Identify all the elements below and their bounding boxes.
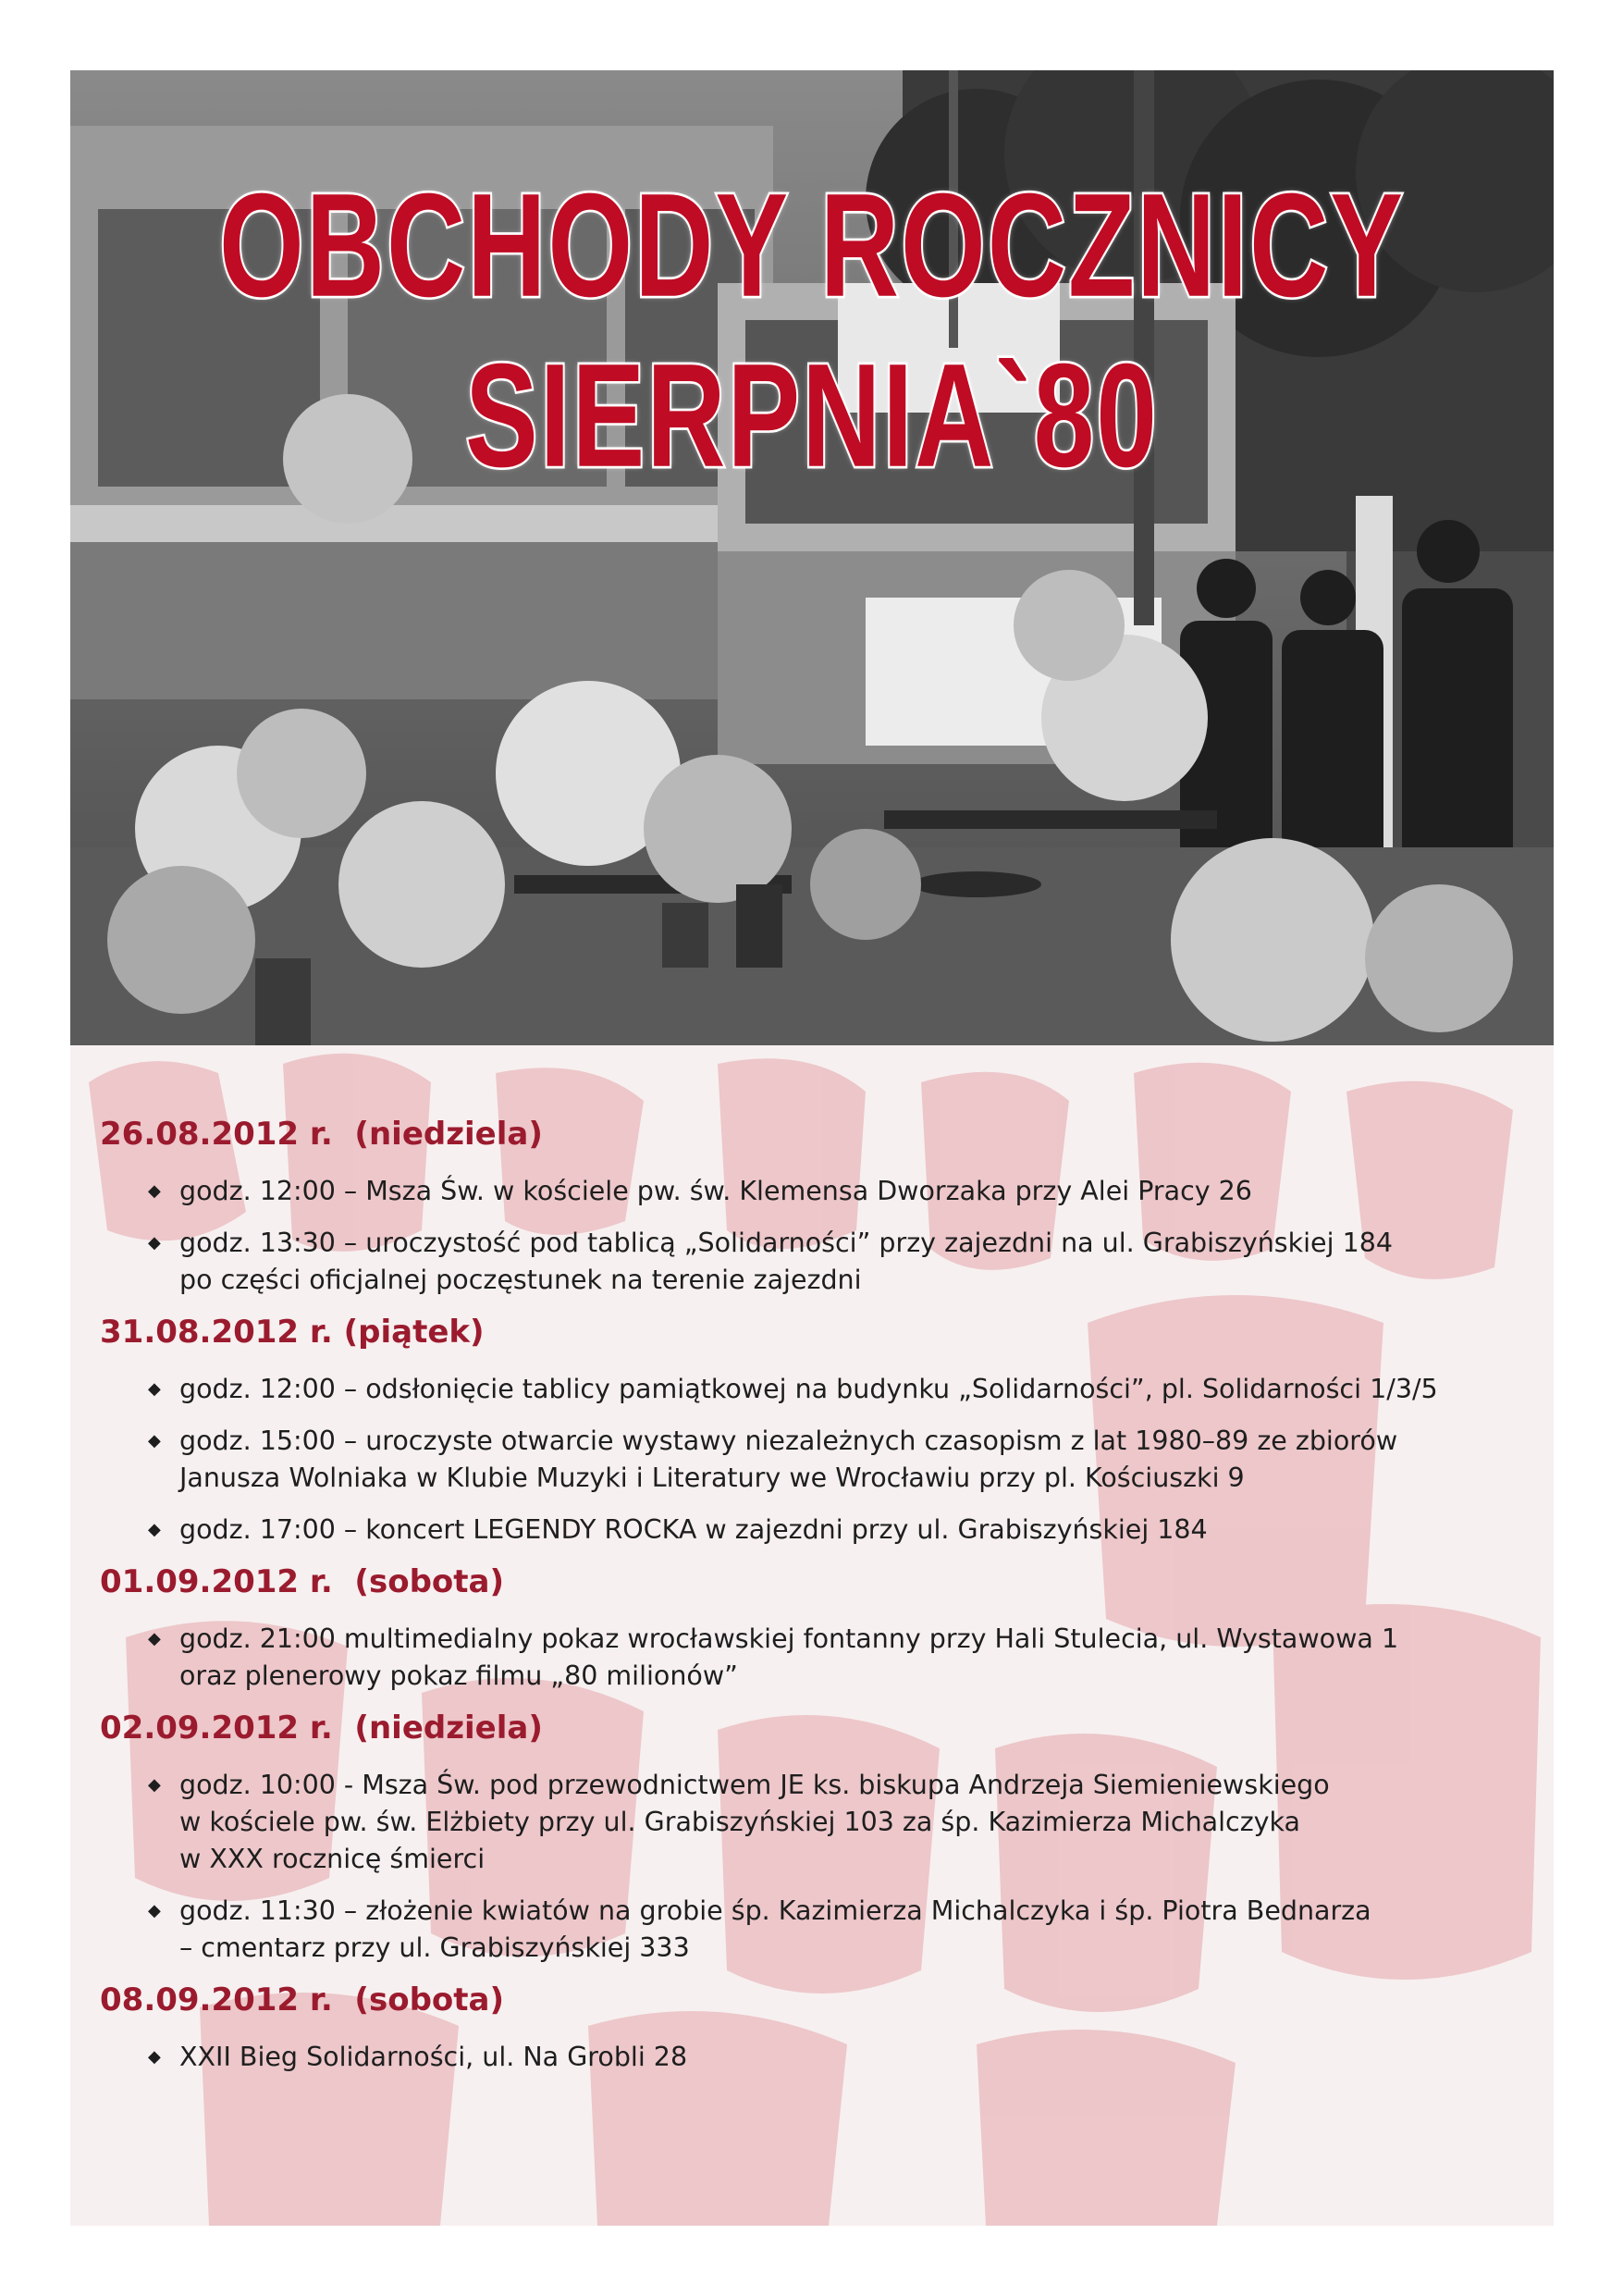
title-line-2: SIERPNIA`80	[465, 333, 1159, 499]
bullet-icon: ◆	[148, 1431, 161, 1450]
day-1	[100, 1114, 1543, 1299]
day-date: 26.08.2012 r. (niedziela)	[100, 1116, 543, 1153]
event-text: godz. 10:00 - Msza Św. pod przewodnictwem JE ks. biskupa Andrzeja Siemieniewskiego	[179, 1770, 1330, 1800]
bullet-icon: ◆	[148, 1181, 161, 1201]
event-item	[100, 1423, 1543, 1497]
event-item	[100, 1512, 1543, 1549]
poster	[70, 70, 1554, 2226]
day-date: 02.09.2012 r. (niedziela)	[100, 1710, 543, 1747]
event-item	[100, 1893, 1543, 1967]
schedule	[100, 1114, 1543, 2089]
bullet-icon: ◆	[148, 1901, 161, 1920]
memorial-photo	[70, 70, 1554, 1045]
event-text: XXII Bieg Solidarności, ul. Na Grobli 28	[179, 2042, 688, 2072]
bullet-icon: ◆	[148, 1775, 161, 1795]
event-text: – cmentarz przy ul. Grabiszyńskiej 333	[179, 1932, 690, 1963]
event-item	[100, 1767, 1543, 1878]
bullet-icon: ◆	[148, 1379, 161, 1399]
event-item	[100, 1225, 1543, 1299]
event-text: godz. 13:30 – uroczystość pod tablicą „Solidarności” przy zajezdni na ul. Grabiszyńskiej 184	[179, 1228, 1393, 1258]
title-line-1: OBCHODY ROCZNICY	[218, 163, 1405, 328]
event-text: w XXX rocznicę śmierci	[179, 1844, 486, 1874]
bullet-icon: ◆	[148, 1520, 161, 1539]
event-text: oraz plenerowy pokaz filmu „80 milionów”	[179, 1660, 738, 1691]
event-text: godz. 11:30 – złożenie kwiatów na grobie śp. Kazimierza Michalczyka i śp. Piotra Bednarza	[179, 1895, 1371, 1926]
event-text: po części oficjalnej poczęstunek na terenie zajezdni	[179, 1265, 862, 1295]
bullet-icon: ◆	[148, 1233, 161, 1253]
event-item	[100, 1621, 1543, 1695]
day-date: 31.08.2012 r. (piątek)	[100, 1314, 485, 1351]
event-text: godz. 15:00 – uroczyste otwarcie wystawy niezależnych czasopism z lat 1980–89 ze zbiorów	[179, 1426, 1398, 1456]
bullet-icon: ◆	[148, 1629, 161, 1648]
event-text: godz. 17:00 – koncert LEGENDY ROCKA w zajezdni przy ul. Grabiszyńskiej 184	[179, 1514, 1208, 1545]
event-text: godz. 21:00 multimedialny pokaz wrocławskiej fontanny przy Hali Stulecia, ul. Wystawowa 1	[179, 1623, 1399, 1654]
bullet-icon: ◆	[148, 2047, 161, 2067]
event-text: w kościele pw. św. Elżbiety przy ul. Grabiszyńskiej 103 za śp. Kazimierza Michalczyka	[179, 1807, 1300, 1837]
day-2	[100, 1312, 1543, 1549]
event-text: godz. 12:00 – odsłonięcie tablicy pamiątkowej na budynku „Solidarności”, pl. Solidarności 1/3/5	[179, 1374, 1438, 1404]
event-text: godz. 12:00 – Msza Św. w kościele pw. św. Klemensa Dworzaka przy Alei Pracy 26	[179, 1176, 1252, 1206]
day-date: 01.09.2012 r. (sobota)	[100, 1563, 505, 1600]
day-3	[100, 1562, 1543, 1695]
event-item	[100, 1371, 1543, 1408]
day-date: 08.09.2012 r. (sobota)	[100, 1981, 505, 2018]
day-5	[100, 1980, 1543, 2076]
day-4	[100, 1708, 1543, 1967]
event-item	[100, 1173, 1543, 1210]
event-text: Janusza Wolniaka w Klubie Muzyki i Literatury we Wrocławiu przy pl. Kościuszki 9	[179, 1463, 1245, 1493]
event-item	[100, 2039, 1543, 2076]
